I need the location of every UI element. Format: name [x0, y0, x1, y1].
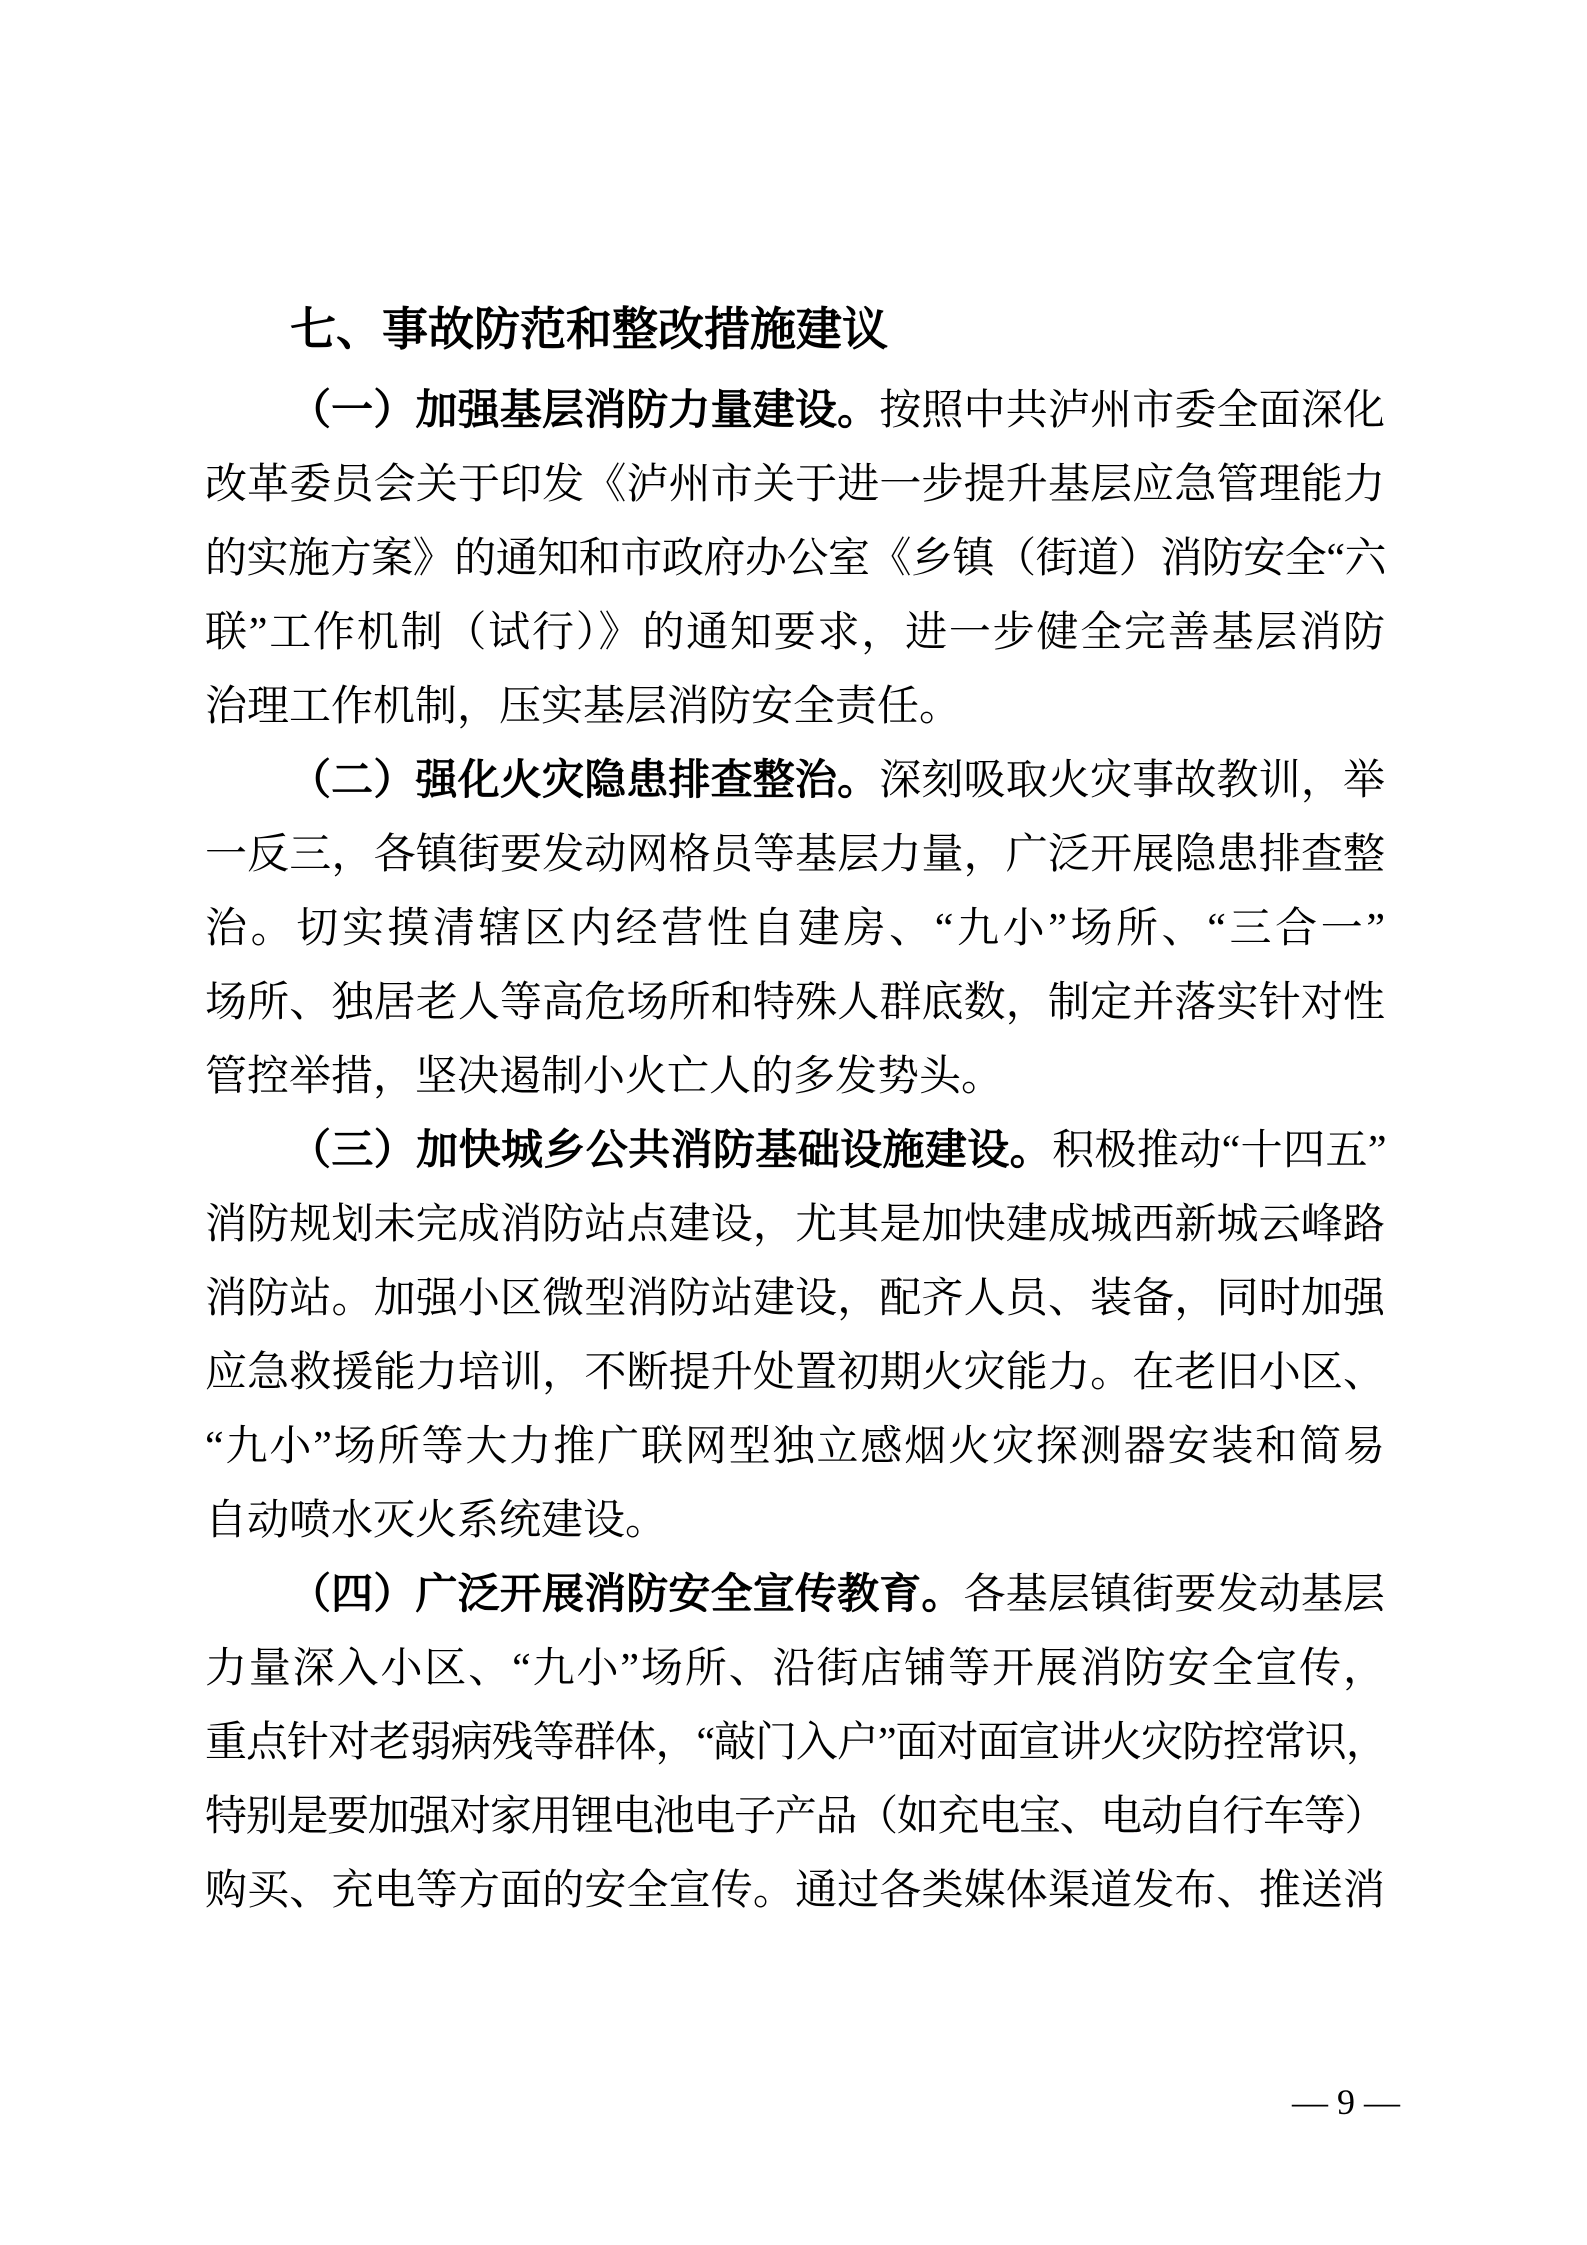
text-run: 按照中共泸州市委全面深化 — [879, 388, 1385, 434]
paragraph-2 — [205, 744, 1385, 1114]
text-line: 消防规划未完成消防站点建设，尤其是加快建成城西新城云峰路 — [205, 1202, 1385, 1248]
page-number: — 9 — — [1292, 2082, 1400, 2122]
text-line: 应急救援能力培训，不断提升处置初期火灾能力。在老旧小区、 — [205, 1350, 1385, 1396]
text-line: 改革委员会关于印发《泸州市关于进一步提升基层应急管理能力 — [205, 462, 1385, 508]
text-line — [205, 374, 1385, 448]
text-run: 积极推动“十四五” — [1052, 1128, 1385, 1174]
text-run: 深刻吸取火灾事故教训，举 — [879, 758, 1385, 804]
text-line: “九小”场所等大力推广联网型独立感烟火灾探测器安装和简易 — [205, 1424, 1385, 1470]
text-line: 力量深入小区、“九小”场所、沿街店铺等开展消防安全宣传， — [205, 1646, 1385, 1692]
document-body — [205, 292, 1385, 1928]
paragraph-4 — [205, 1558, 1385, 1928]
text-line: 联”工作机制（试行）》的通知要求，进一步健全完善基层消防 — [205, 610, 1385, 656]
text-line: 一反三，各镇街要发动网格员等基层力量，广泛开展隐患排查整 — [205, 832, 1385, 878]
paragraph-lead: （四）广泛开展消防安全宣传教育。 — [289, 1572, 964, 1618]
section-heading: 七、事故防范和整改措施建议 — [290, 303, 888, 355]
text-run: 各基层镇街要发动基层 — [963, 1572, 1385, 1618]
paragraph-lead: （三）加快城乡公共消防基础设施建设。 — [289, 1128, 1053, 1174]
paragraph-lead: （一）加强基层消防力量建设。 — [289, 388, 880, 434]
text-line: 治理工作机制，压实基层消防安全责任。 — [205, 684, 962, 730]
paragraph-lead: （二）强化火灾隐患排查整治。 — [289, 758, 880, 804]
text-line — [205, 744, 1385, 818]
paragraph-3 — [205, 1114, 1385, 1558]
text-line: 管控举措，坚决遏制小火亡人的多发势头。 — [205, 1054, 1004, 1100]
text-line: 自动喷水灭火系统建设。 — [205, 1498, 668, 1544]
text-line: 特别是要加强对家用锂电池电子产品（如充电宝、电动自行车等） — [205, 1794, 1385, 1840]
text-line: 消防站。加强小区微型消防站建设，配齐人员、装备，同时加强 — [205, 1276, 1385, 1322]
text-line: 治。切实摸清辖区内经营性自建房、“九小”场所、“三合一” — [205, 906, 1385, 952]
paragraph-1 — [205, 374, 1385, 744]
text-line: 的实施方案》的通知和市政府办公室《乡镇（街道）消防安全“六 — [205, 536, 1385, 582]
text-line — [205, 1114, 1385, 1188]
text-line: 重点针对老弱病残等群体，“敲门入户”面对面宣讲火灾防控常识， — [205, 1720, 1385, 1766]
text-line: 购买、充电等方面的安全宣传。通过各类媒体渠道发布、推送消 — [205, 1868, 1385, 1914]
text-line: 场所、独居老人等高危场所和特殊人群底数，制定并落实针对性 — [205, 980, 1385, 1026]
text-line — [205, 1558, 1385, 1632]
